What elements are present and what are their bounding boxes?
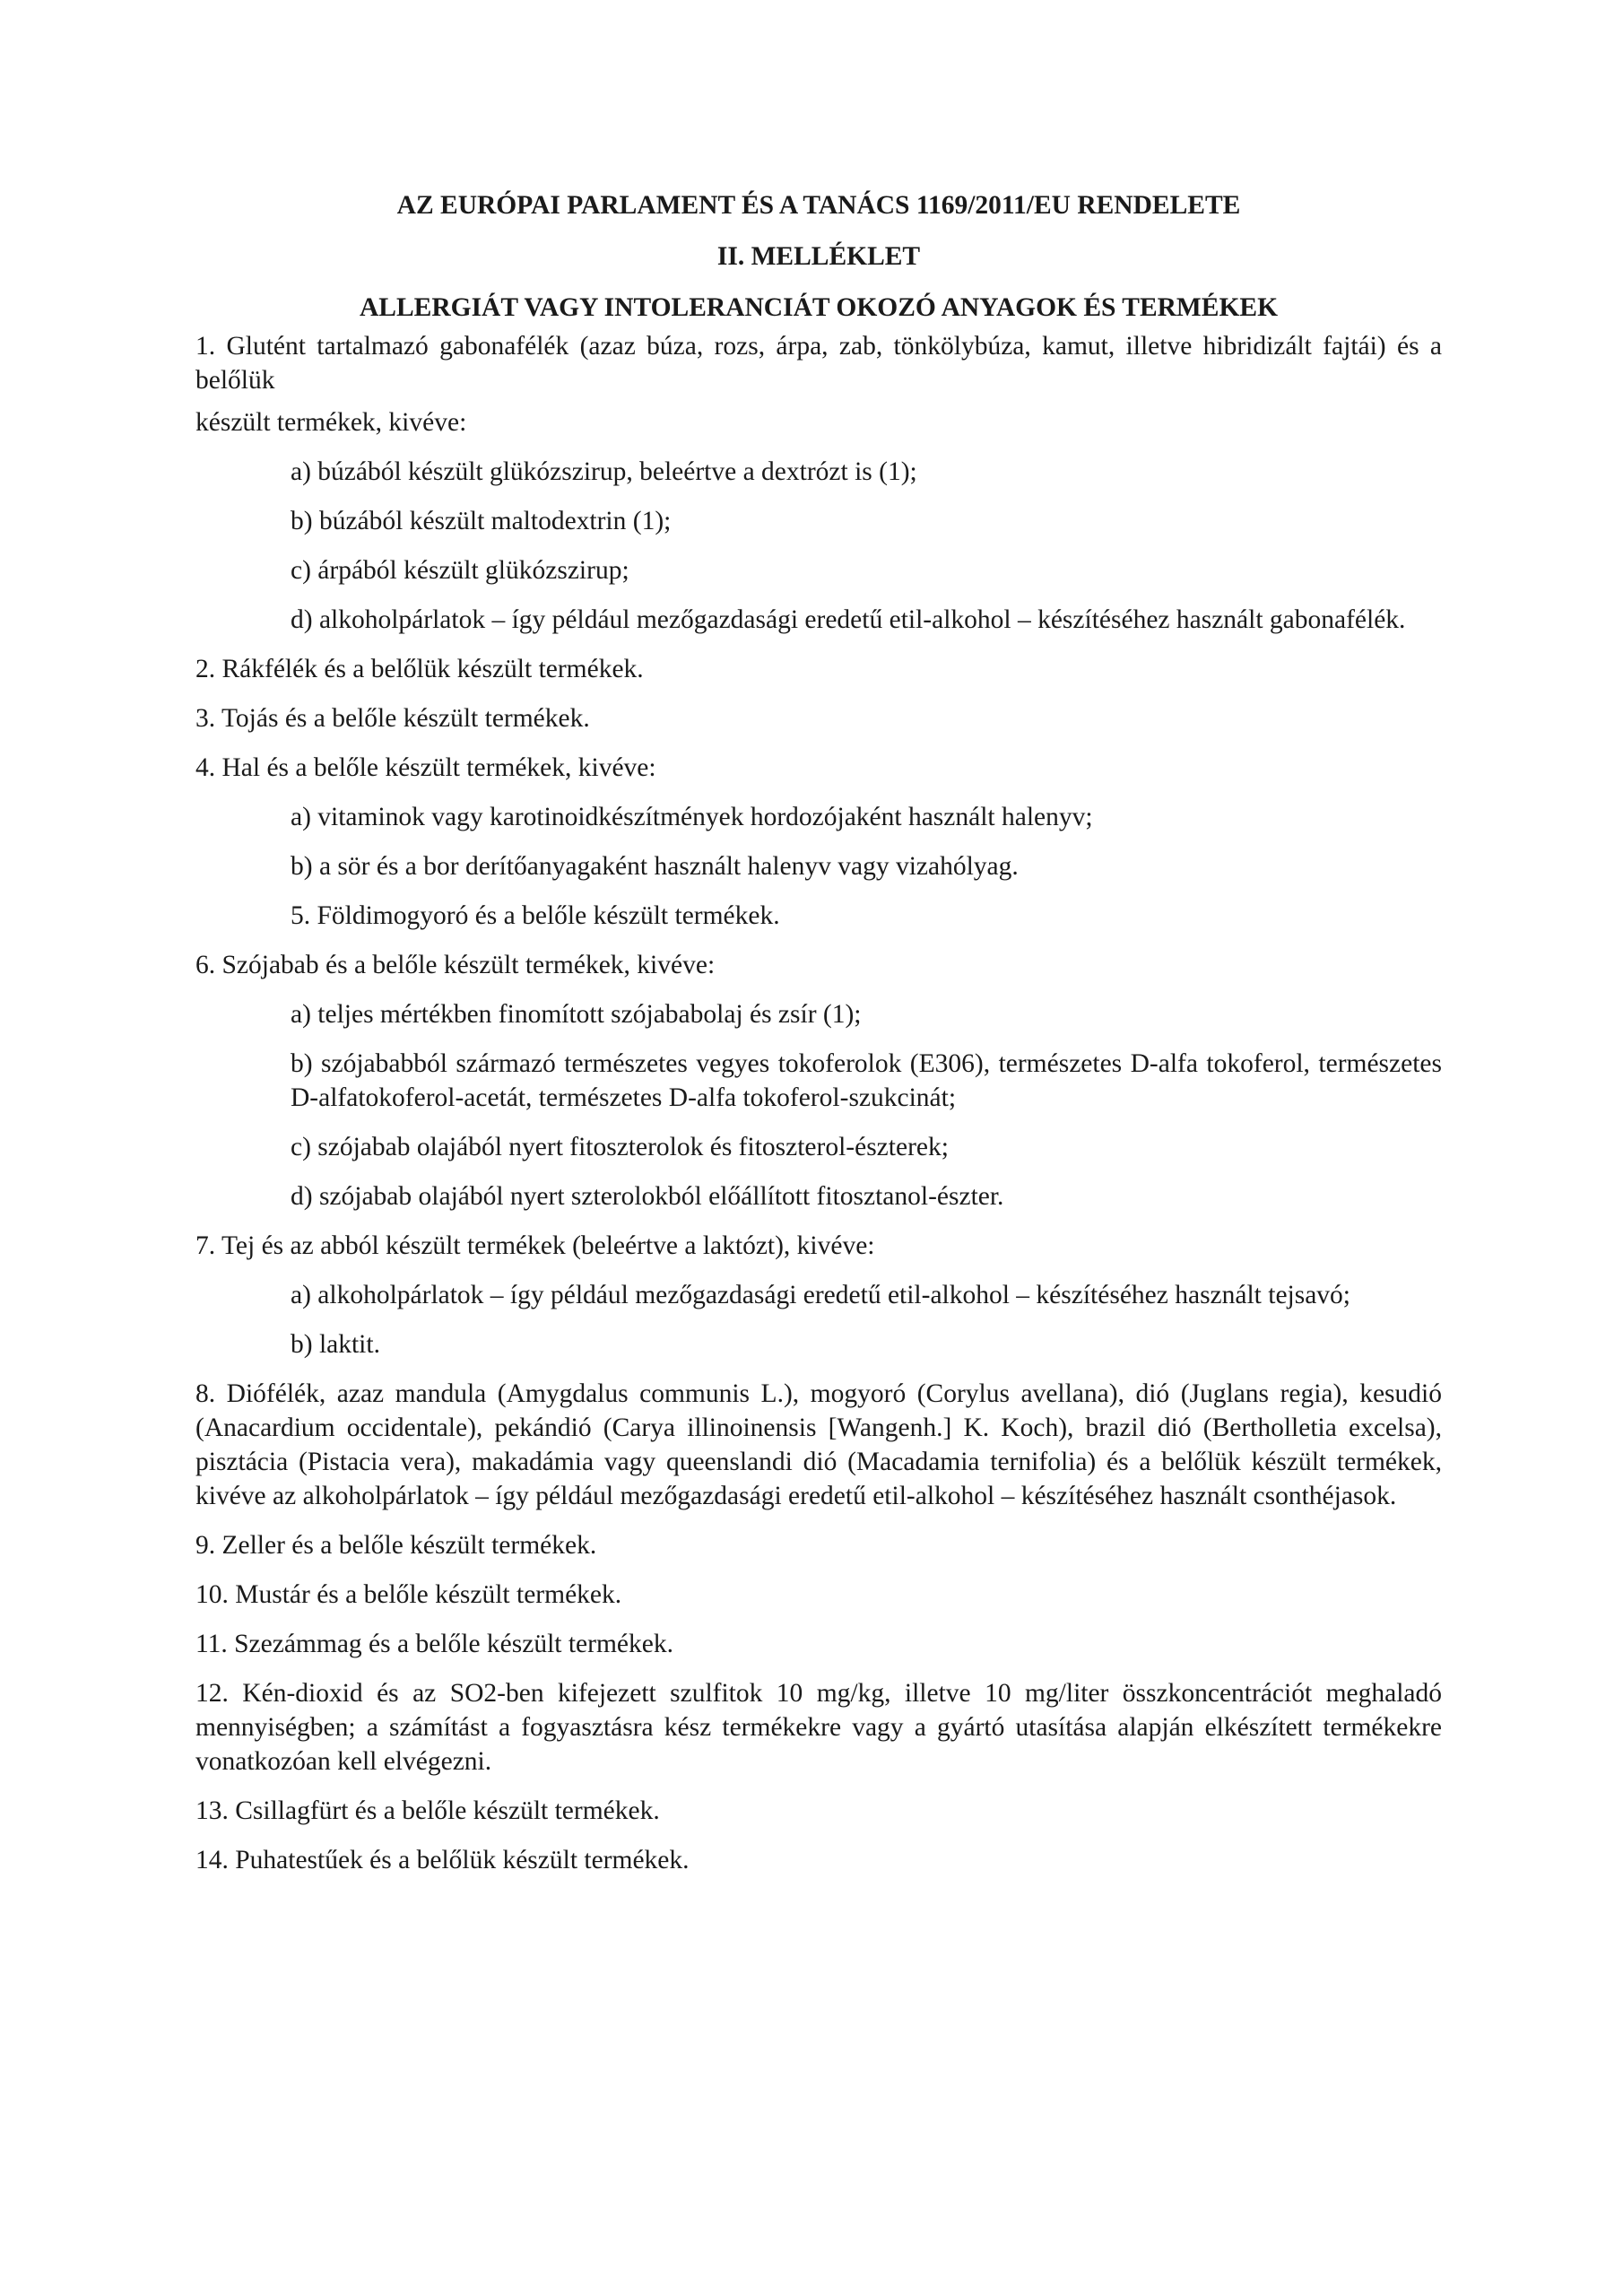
- item-1-exception-b: b) búzából készült maltodextrin (1);: [291, 507, 672, 535]
- item-7-exception-b: b) laktit.: [291, 1330, 380, 1359]
- document-page: [195, 188, 1442, 1892]
- item-6-exception-c: c) szójabab olajából nyert fitoszterolok és fitoszterol-észterek;: [291, 1133, 949, 1161]
- item-5: 5. Földimogyoró és a belőle készült termékek.: [291, 901, 780, 930]
- item-4-exception-a: a) vitaminok vagy karotinoidkészítmények hordozójaként használt halenyv;: [291, 803, 1093, 831]
- item-1: 1. Glutént tartalmazó gabonafélék (azaz búza, rozs, árpa, zab, tönkölybúza, kamut, illetve hibridizált fajtái) és a belőlük: [195, 332, 1442, 395]
- item-1-exception-a: a) búzából készült glükózszirup, beleértve a dextrózt is (1);: [291, 457, 917, 486]
- item-6: 6. Szójabab és a belőle készült termékek, kivéve:: [195, 951, 716, 979]
- item-8: 8. Diófélék, azaz mandula (Amygdalus communis L.), mogyoró (Corylus avellana), dió (Juglans regia), kesudió (Anacardium occidentale), pekándió (Carya illinoinensis [Wangenh.] K. Koch), brazil dió (Bertholletia excelsa), pisztácia (Pistacia vera), makadámia vagy queenslandi dió (Macadamia ternifolia) és a belőlük készült termékek, kivéve az alkoholpárlatok – így például mezőgazdasági eredetű etil-alkohol – készítéséhez használt csonthéjasok.: [195, 1379, 1442, 1510]
- item-4: 4. Hal és a belőle készült termékek, kivéve:: [195, 753, 656, 782]
- item-14: 14. Puhatestűek és a belőlük készült termékek.: [195, 1846, 690, 1874]
- item-1-exception-d: d) alkoholpárlatok – így például mezőgazdasági eredetű etil-alkohol – készítéséhez használt gabonafélék.: [291, 605, 1406, 634]
- item-10: 10. Mustár és a belőle készült termékek.: [195, 1580, 622, 1609]
- item-6-exception-a: a) teljes mértékben finomított szójababolaj és zsír (1);: [291, 1000, 862, 1029]
- item-1-continuation: készült termékek, kivéve:: [195, 408, 467, 437]
- item-6-exception-b: b) szójababból származó természetes vegyes tokoferolok (E306), természetes D-alfa tokoferol, természetes D-alfatokoferol-acetát, természetes D-alfa tokoferol-szukcinát;: [291, 1049, 1442, 1112]
- item-9: 9. Zeller és a belőle készült termékek.: [195, 1531, 597, 1560]
- item-13: 13. Csillagfürt és a belőle készült termékek.: [195, 1796, 660, 1825]
- annex-title: II. MELLÉKLET: [716, 242, 921, 271]
- item-12: 12. Kén-dioxid és az SO2-ben kifejezett szulfitok 10 mg/kg, illetve 10 mg/liter összkoncentrációt meghaladó mennyiségben; a számítást a fogyasztásra kész termékekre vagy a gyártó utasítása alapján elkészített termékekre vonatkozóan kell elvégezni.: [195, 1679, 1442, 1776]
- item-1-exception-c: c) árpából készült glükózszirup;: [291, 556, 629, 585]
- document-title: AZ EURÓPAI PARLAMENT ÉS A TANÁCS 1169/2011/EU RENDELETE: [396, 191, 1241, 220]
- item-11: 11. Szezámmag és a belőle készült termékek.: [195, 1630, 673, 1658]
- item-7: 7. Tej és az abból készült termékek (beleértve a laktózt), kivéve:: [195, 1231, 875, 1260]
- annex-subtitle: ALLERGIÁT VAGY INTOLERANCIÁT OKOZÓ ANYAGOK ÉS TERMÉKEK: [359, 293, 1279, 322]
- item-3: 3. Tojás és a belőle készült termékek.: [195, 704, 590, 733]
- item-2: 2. Rákfélék és a belőlük készült termékek.: [195, 655, 644, 683]
- item-6-exception-d: d) szójabab olajából nyert szterolokból előállított fitosztanol-észter.: [291, 1182, 1004, 1211]
- item-7-exception-a: a) alkoholpárlatok – így például mezőgazdasági eredetű etil-alkohol – készítéséhez használt tejsavó;: [291, 1281, 1351, 1309]
- item-4-exception-b: b) a sör és a bor derítőanyagaként használt halenyv vagy vizahólyag.: [291, 852, 1019, 881]
